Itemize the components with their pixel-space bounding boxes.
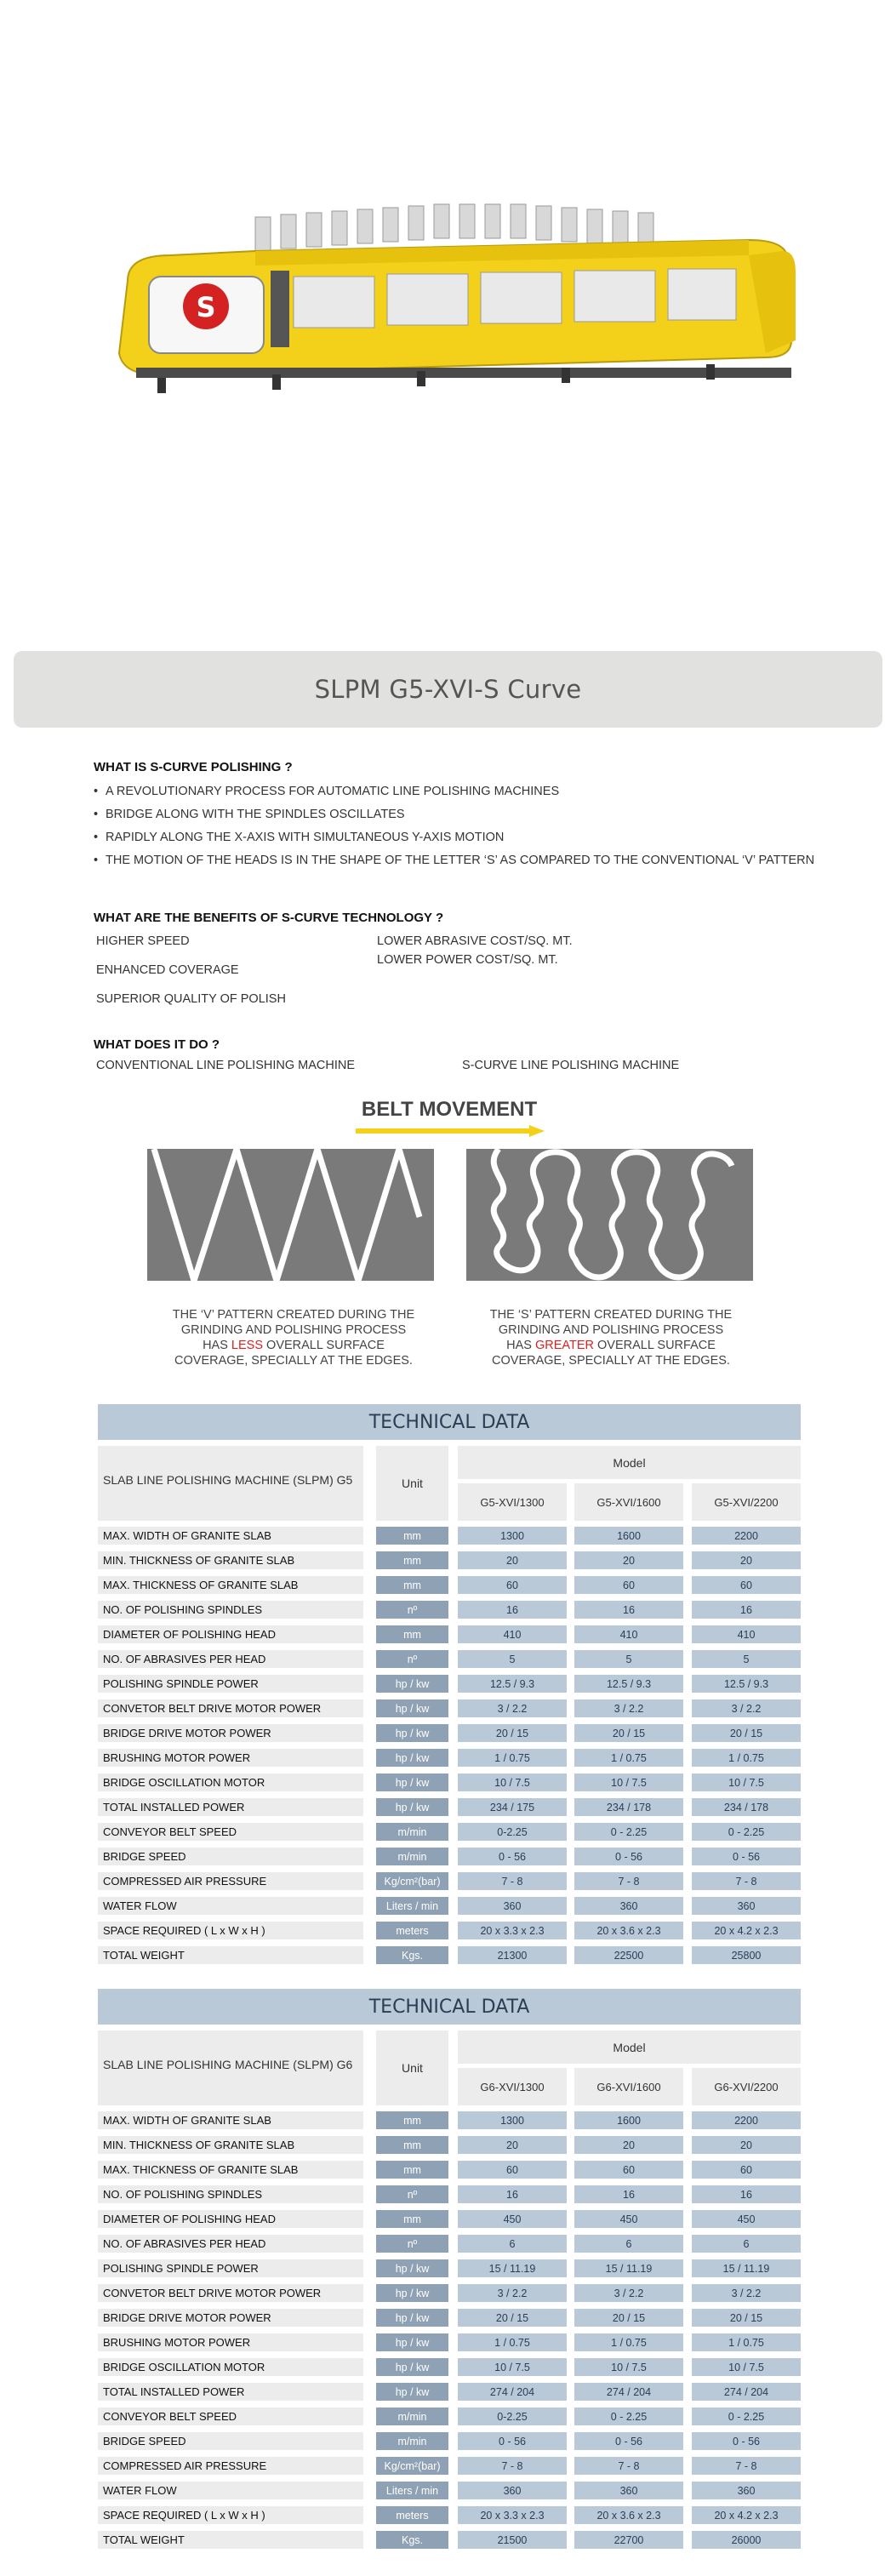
parameter-value: 60: [458, 2161, 567, 2179]
parameter-value: 20 / 15: [574, 1724, 683, 1742]
parameter-value: 20: [574, 2136, 683, 2154]
parameter-unit: nº: [376, 1601, 448, 1619]
parameter-unit: Liters / min: [376, 2482, 448, 2499]
parameter-value: 7 - 8: [692, 2457, 801, 2475]
table-row: [98, 1795, 801, 1819]
table-row: [98, 1573, 801, 1597]
parameter-unit: m/min: [376, 1848, 448, 1865]
parameter-value: 20 x 4.2 x 2.3: [692, 2506, 801, 2524]
table-row: [98, 1869, 801, 1893]
table-row: [98, 1647, 801, 1671]
table-row: [98, 1918, 801, 1943]
parameter-value: 15 / 11.19: [458, 2259, 567, 2277]
parameter-name: NO. OF POLISHING SPINDLES: [98, 2185, 363, 2203]
parameter-unit: m/min: [376, 1823, 448, 1841]
parameter-name: POLISHING SPINDLE POWER: [98, 1675, 363, 1693]
parameter-name: MIN. THICKNESS OF GRANITE SLAB: [98, 2136, 363, 2154]
parameter-value: 3 / 2.2: [692, 2284, 801, 2302]
parameter-value: 234 / 178: [574, 1798, 683, 1816]
parameter-value: 60: [692, 1576, 801, 1594]
table-row: [98, 1597, 801, 1622]
conventional-machine-label: CONVENTIONAL LINE POLISHING MACHINE: [96, 1059, 356, 1072]
parameter-value: 20 / 15: [574, 2309, 683, 2327]
parameter-name: MAX. THICKNESS OF GRANITE SLAB: [98, 2161, 363, 2179]
parameter-value: 20 x 3.3 x 2.3: [458, 2506, 567, 2524]
machine-image: [0, 0, 896, 647]
table-row: [98, 2133, 801, 2157]
parameter-name: DIAMETER OF POLISHING HEAD: [98, 1625, 363, 1643]
parameter-value: 21300: [458, 1946, 567, 1964]
parameter-value: 60: [574, 1576, 683, 1594]
parameter-value: 274 / 204: [458, 2383, 567, 2401]
parameter-name: BRUSHING MOTOR POWER: [98, 1749, 363, 1767]
parameter-unit: Kgs.: [376, 1946, 448, 1964]
table-row: [98, 1696, 801, 1721]
parameter-value: 0 - 56: [458, 2432, 567, 2450]
model-header: Model: [458, 1446, 801, 1479]
table-row: [98, 2330, 801, 2355]
parameter-value: 10 / 7.5: [692, 2358, 801, 2376]
parameter-value: 15 / 11.19: [574, 2259, 683, 2277]
table-row: [98, 2355, 801, 2379]
parameter-name: CONVETOR BELT DRIVE MOTOR POWER: [98, 2284, 363, 2302]
s-caption-highlight: GREATER: [534, 1339, 594, 1352]
parameter-value: 10 / 7.5: [574, 1773, 683, 1791]
parameter-name: BRIDGE OSCILLATION MOTOR: [98, 1773, 363, 1791]
table-row: [98, 2453, 801, 2478]
table-row: [98, 2182, 801, 2207]
title-banner: [14, 651, 882, 728]
parameter-value: 0 - 2.25: [692, 1823, 801, 1841]
parameter-unit: Kg/cm²(bar): [376, 1872, 448, 1890]
parameter-name: BRIDGE DRIVE MOTOR POWER: [98, 2309, 363, 2327]
parameter-value: 274 / 204: [574, 2383, 683, 2401]
s-pattern-caption: [488, 1307, 734, 1368]
parameter-value: 1 / 0.75: [574, 2333, 683, 2351]
parameter-unit: hp / kw: [376, 1798, 448, 1816]
parameter-name: TOTAL INSTALLED POWER: [98, 1798, 363, 1816]
parameter-name: BRUSHING MOTOR POWER: [98, 2333, 363, 2351]
parameter-name: SPACE REQUIRED ( L x W x H ): [98, 1922, 363, 1939]
parameter-value: 0 - 56: [458, 1848, 567, 1865]
parameter-name: BRIDGE SPEED: [98, 1848, 363, 1865]
parameter-value: 60: [574, 2161, 683, 2179]
parameter-name: COMPRESSED AIR PRESSURE: [98, 2457, 363, 2475]
parameter-name: BRIDGE OSCILLATION MOTOR: [98, 2358, 363, 2376]
parameter-unit: mm: [376, 2161, 448, 2179]
parameter-unit: nº: [376, 1650, 448, 1668]
brand-logo-letter: S: [196, 291, 216, 323]
parameter-value: 20 x 4.2 x 2.3: [692, 1922, 801, 1939]
parameter-value: 274 / 204: [692, 2383, 801, 2401]
parameter-value: 16: [458, 2185, 567, 2203]
parameter-value: 0 - 2.25: [692, 2408, 801, 2425]
parameter-value: 3 / 2.2: [574, 2284, 683, 2302]
parameter-value: 7 - 8: [574, 1872, 683, 1890]
parameter-value: 12.5 / 9.3: [692, 1675, 801, 1693]
s-curve-machine-label: S-CURVE LINE POLISHING MACHINE: [462, 1059, 680, 1072]
parameter-value: 16: [458, 1601, 567, 1619]
table-row: [98, 2256, 801, 2281]
parameter-value: 60: [458, 1576, 567, 1594]
parameter-value: 0-2.25: [458, 1823, 567, 1841]
parameter-value: 0 - 56: [692, 2432, 801, 2450]
parameter-value: 410: [692, 1625, 801, 1643]
parameter-value: 1300: [458, 2111, 567, 2129]
parameter-name: CONVETOR BELT DRIVE MOTOR POWER: [98, 1699, 363, 1717]
table-header: [98, 1446, 801, 1521]
parameter-value: 450: [692, 2210, 801, 2228]
parameter-name: WATER FLOW: [98, 1897, 363, 1915]
table-row: [98, 1819, 801, 1844]
parameter-name: MAX. WIDTH OF GRANITE SLAB: [98, 2111, 363, 2129]
parameter-value: 20 / 15: [458, 2309, 567, 2327]
parameter-value: 10 / 7.5: [574, 2358, 683, 2376]
s-caption-text: THE ‘S’ PATTERN CREATED DURING THE GRINDING AND POLISHING PROCESS HAS: [489, 1308, 733, 1352]
parameter-value: 26000: [692, 2531, 801, 2549]
parameter-value: 0 - 2.25: [574, 2408, 683, 2425]
benefits-heading-wrap: [94, 911, 817, 925]
benefit-item: LOWER ABRASIVE COST/SQ. MT.: [377, 934, 573, 948]
parameter-value: 0 - 56: [574, 2432, 683, 2450]
page-title: SLPM G5-XVI-S Curve: [314, 675, 582, 704]
table-row: [98, 2379, 801, 2404]
parameter-value: 20: [574, 1551, 683, 1569]
parameter-name: NO. OF ABRASIVES PER HEAD: [98, 1650, 363, 1668]
parameter-value: 410: [574, 1625, 683, 1643]
table-row: [98, 1844, 801, 1869]
parameter-value: 5: [574, 1650, 683, 1668]
parameter-unit: mm: [376, 2210, 448, 2228]
table-row: [98, 2429, 801, 2453]
parameter-value: 16: [692, 1601, 801, 1619]
parameter-value: 234 / 175: [458, 1798, 567, 1816]
parameter-name: SPACE REQUIRED ( L x W x H ): [98, 2506, 363, 2524]
polishing-machine-illustration: [0, 0, 896, 647]
unit-header: Unit: [376, 2031, 448, 2105]
table-row: [98, 1523, 801, 1548]
technical-data-table-g5: [98, 1404, 801, 1968]
what-is-bullet: • THE MOTION OF THE HEADS IS IN THE SHAPE OF THE LETTER ‘S’ AS COMPARED TO THE CONVENTIONAL ‘V’ PATTERN: [94, 854, 817, 868]
table-row: [98, 1622, 801, 1647]
model-column-header: G6-XVI/2200: [692, 2068, 801, 2105]
table-row: [98, 1770, 801, 1795]
model-column-header: G6-XVI/1600: [574, 2068, 683, 2105]
table-row: [98, 1943, 801, 1968]
parameter-value: 20 x 3.3 x 2.3: [458, 1922, 567, 1939]
parameter-unit: hp / kw: [376, 2259, 448, 2277]
parameter-value: 16: [574, 2185, 683, 2203]
parameter-value: 22500: [574, 1946, 683, 1964]
parameter-value: 3 / 2.2: [692, 1699, 801, 1717]
s-caption-text-end: OVERALL SURFACE COVERAGE, SPECIALLY AT THE EDGES.: [492, 1339, 730, 1368]
benefit-item: ENHANCED COVERAGE: [96, 963, 239, 977]
model-header: Model: [458, 2031, 801, 2064]
parameter-value: 60: [692, 2161, 801, 2179]
parameter-value: 1300: [458, 1527, 567, 1545]
parameter-value: 1 / 0.75: [692, 1749, 801, 1767]
parameter-value: 2200: [692, 2111, 801, 2129]
parameter-unit: hp / kw: [376, 2309, 448, 2327]
parameter-value: 20 / 15: [458, 1724, 567, 1742]
table-row: [98, 2281, 801, 2305]
parameter-value: 6: [692, 2235, 801, 2253]
parameter-value: 3 / 2.2: [458, 1699, 567, 1717]
parameter-name: BRIDGE SPEED: [98, 2432, 363, 2450]
table-row: [98, 1745, 801, 1770]
parameter-value: 1 / 0.75: [458, 2333, 567, 2351]
technical-data-heading: [98, 1404, 801, 1440]
parameter-unit: m/min: [376, 2408, 448, 2425]
v-caption-text-end: OVERALL SURFACE COVERAGE, SPECIALLY AT THE EDGES.: [174, 1339, 413, 1368]
v-caption-text: THE ‘V’ PATTERN CREATED DURING THE GRINDING AND POLISHING PROCESS HAS: [172, 1308, 415, 1352]
parameter-name: MAX. THICKNESS OF GRANITE SLAB: [98, 1576, 363, 1594]
parameter-name: MIN. THICKNESS OF GRANITE SLAB: [98, 1551, 363, 1569]
benefits-heading: WHAT ARE THE BENEFITS OF S-CURVE TECHNOLOGY ?: [94, 911, 444, 925]
parameter-value: 3 / 2.2: [574, 1699, 683, 1717]
parameter-value: 20: [458, 2136, 567, 2154]
table-row: [98, 1893, 801, 1918]
table-row: [98, 1548, 801, 1573]
parameter-value: 2200: [692, 1527, 801, 1545]
what-is-bullet: • A REVOLUTIONARY PROCESS FOR AUTOMATIC LINE POLISHING MACHINES: [94, 785, 817, 799]
model-column-header: G5-XVI/2200: [692, 1483, 801, 1521]
parameter-value: 360: [574, 2482, 683, 2499]
benefit-item: LOWER POWER COST/SQ. MT.: [377, 953, 558, 967]
parameter-value: 12.5 / 9.3: [458, 1675, 567, 1693]
parameter-value: 1600: [574, 1527, 683, 1545]
parameter-value: 360: [692, 1897, 801, 1915]
parameter-value: 16: [574, 1601, 683, 1619]
benefit-item: SUPERIOR QUALITY OF POLISH: [96, 992, 286, 1006]
technical-data-table-g6: [98, 1989, 801, 2552]
parameter-value: 1 / 0.75: [458, 1749, 567, 1767]
technical-data-title: TECHNICAL DATA: [368, 1411, 530, 1433]
parameter-value: 450: [458, 2210, 567, 2228]
slab-machine-label: SLAB LINE POLISHING MACHINE (SLPM) G5: [98, 1446, 363, 1521]
table-row: [98, 2207, 801, 2231]
table-row: [98, 1721, 801, 1745]
does-heading-wrap: [94, 1037, 817, 1052]
parameter-unit: mm: [376, 2136, 448, 2154]
parameter-value: 22700: [574, 2531, 683, 2549]
parameter-value: 10 / 7.5: [692, 1773, 801, 1791]
parameter-name: DIAMETER OF POLISHING HEAD: [98, 2210, 363, 2228]
parameter-value: 360: [574, 1897, 683, 1915]
parameter-unit: mm: [376, 1527, 448, 1545]
parameter-unit: Kgs.: [376, 2531, 448, 2549]
parameter-name: CONVEYOR BELT SPEED: [98, 2408, 363, 2425]
parameter-unit: Kg/cm²(bar): [376, 2457, 448, 2475]
parameter-value: 0 - 56: [692, 1848, 801, 1865]
parameter-value: 410: [458, 1625, 567, 1643]
table-header: [98, 2031, 801, 2105]
table-row: [98, 2503, 801, 2527]
what-is-section: [94, 760, 817, 877]
what-is-bullet: • RAPIDLY ALONG THE X-AXIS WITH SIMULTANEOUS Y-AXIS MOTION: [94, 831, 817, 845]
parameter-value: 0-2.25: [458, 2408, 567, 2425]
table-row: [98, 2527, 801, 2552]
parameter-name: COMPRESSED AIR PRESSURE: [98, 1872, 363, 1890]
parameter-value: 20 x 3.6 x 2.3: [574, 1922, 683, 1939]
parameter-name: NO. OF ABRASIVES PER HEAD: [98, 2235, 363, 2253]
parameter-unit: hp / kw: [376, 1724, 448, 1742]
parameter-name: TOTAL INSTALLED POWER: [98, 2383, 363, 2401]
parameter-value: 6: [574, 2235, 683, 2253]
what-is-heading: WHAT IS S-CURVE POLISHING ?: [94, 760, 293, 774]
parameter-unit: hp / kw: [376, 2284, 448, 2302]
parameter-unit: hp / kw: [376, 1773, 448, 1791]
parameter-unit: hp / kw: [376, 1749, 448, 1767]
parameter-name: NO. OF POLISHING SPINDLES: [98, 1601, 363, 1619]
parameter-name: WATER FLOW: [98, 2482, 363, 2499]
table-row: [98, 2404, 801, 2429]
parameter-value: 0 - 2.25: [574, 1823, 683, 1841]
parameter-name: CONVEYOR BELT SPEED: [98, 1823, 363, 1841]
v-pattern-caption: [170, 1307, 417, 1368]
parameter-unit: mm: [376, 1576, 448, 1594]
parameter-unit: hp / kw: [376, 2383, 448, 2401]
parameter-value: 20: [692, 2136, 801, 2154]
parameter-value: 360: [458, 2482, 567, 2499]
does-heading: WHAT DOES IT DO ?: [94, 1037, 220, 1052]
parameter-value: 1 / 0.75: [692, 2333, 801, 2351]
parameter-unit: mm: [376, 2111, 448, 2129]
parameter-unit: nº: [376, 2235, 448, 2253]
parameter-value: 16: [692, 2185, 801, 2203]
parameter-value: 20 x 3.6 x 2.3: [574, 2506, 683, 2524]
parameter-value: 360: [458, 1897, 567, 1915]
table-row: [98, 2108, 801, 2133]
parameter-value: 20: [692, 1551, 801, 1569]
parameter-value: 25800: [692, 1946, 801, 1964]
table-row: [98, 2157, 801, 2182]
parameter-value: 450: [574, 2210, 683, 2228]
parameter-value: 6: [458, 2235, 567, 2253]
unit-header: Unit: [376, 1446, 448, 1521]
parameter-value: 1 / 0.75: [574, 1749, 683, 1767]
parameter-value: 1600: [574, 2111, 683, 2129]
benefit-item: HIGHER SPEED: [96, 934, 190, 948]
s-pattern-diagram: [466, 1149, 753, 1281]
parameter-value: 5: [458, 1650, 567, 1668]
parameter-value: 20 / 15: [692, 1724, 801, 1742]
table-row: [98, 1671, 801, 1696]
what-is-bullet: • BRIDGE ALONG WITH THE SPINDLES OSCILLATES: [94, 808, 817, 822]
belt-movement-title: BELT MOVEMENT: [361, 1098, 538, 1121]
table-row: [98, 2305, 801, 2330]
parameter-value: 360: [692, 2482, 801, 2499]
parameter-value: 15 / 11.19: [692, 2259, 801, 2277]
parameter-unit: meters: [376, 1922, 448, 1939]
parameter-name: MAX. WIDTH OF GRANITE SLAB: [98, 1527, 363, 1545]
parameter-unit: nº: [376, 2185, 448, 2203]
benefits-list: [96, 934, 649, 1006]
parameter-unit: m/min: [376, 2432, 448, 2450]
parameter-value: 10 / 7.5: [458, 1773, 567, 1791]
parameter-name: TOTAL WEIGHT: [98, 1946, 363, 1964]
what-is-list: [94, 785, 817, 868]
parameter-value: 7 - 8: [458, 1872, 567, 1890]
parameter-value: 7 - 8: [458, 2457, 567, 2475]
parameter-value: 7 - 8: [692, 1872, 801, 1890]
table-row: [98, 2478, 801, 2503]
parameter-unit: hp / kw: [376, 1699, 448, 1717]
parameter-unit: Liters / min: [376, 1897, 448, 1915]
v-pattern-diagram: [147, 1149, 434, 1281]
model-column-header: G6-XVI/1300: [458, 2068, 567, 2105]
parameter-name: BRIDGE DRIVE MOTOR POWER: [98, 1724, 363, 1742]
parameter-unit: hp / kw: [376, 2358, 448, 2376]
parameter-value: 0 - 56: [574, 1848, 683, 1865]
model-column-header: G5-XVI/1300: [458, 1483, 567, 1521]
parameter-value: 5: [692, 1650, 801, 1668]
parameter-unit: mm: [376, 1625, 448, 1643]
parameter-value: 10 / 7.5: [458, 2358, 567, 2376]
slab-machine-label: SLAB LINE POLISHING MACHINE (SLPM) G6: [98, 2031, 363, 2105]
parameter-value: 3 / 2.2: [458, 2284, 567, 2302]
parameter-name: TOTAL WEIGHT: [98, 2531, 363, 2549]
parameter-value: 234 / 178: [692, 1798, 801, 1816]
v-caption-highlight: LESS: [231, 1339, 264, 1352]
parameter-value: 21500: [458, 2531, 567, 2549]
parameter-unit: meters: [376, 2506, 448, 2524]
parameter-value: 20: [458, 1551, 567, 1569]
table-row: [98, 2231, 801, 2256]
technical-data-title: TECHNICAL DATA: [368, 1996, 530, 2018]
parameter-unit: hp / kw: [376, 1675, 448, 1693]
parameter-value: 7 - 8: [574, 2457, 683, 2475]
right-arrow-icon: [356, 1125, 545, 1137]
parameter-unit: mm: [376, 1551, 448, 1569]
parameter-name: POLISHING SPINDLE POWER: [98, 2259, 363, 2277]
model-column-header: G5-XVI/1600: [574, 1483, 683, 1521]
technical-data-heading: [98, 1989, 801, 2025]
parameter-value: 12.5 / 9.3: [574, 1675, 683, 1693]
parameter-value: 20 / 15: [692, 2309, 801, 2327]
parameter-unit: hp / kw: [376, 2333, 448, 2351]
